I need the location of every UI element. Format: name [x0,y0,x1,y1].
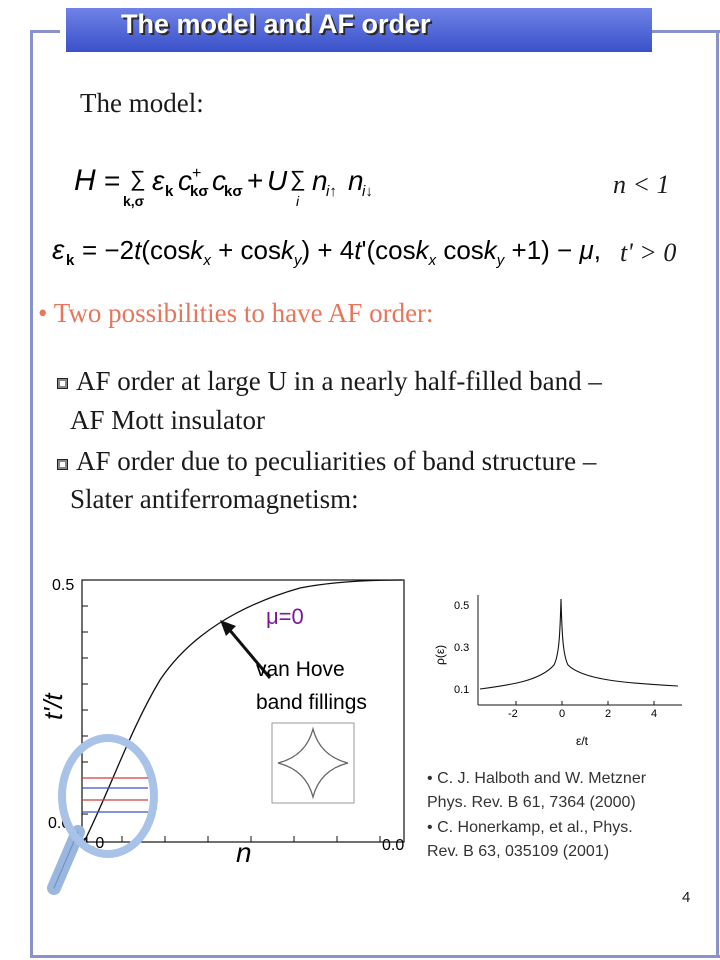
dos-x-ticks [516,701,654,705]
hamiltonian-svg [72,150,672,210]
dos-x-tick-2: 0 [559,708,566,720]
reference-1-line1: C. J. Halboth and W. Metzner [437,770,647,787]
reference-1-line2: Phys. Rev. B 61, 7364 (2000) [427,794,636,811]
svg-text:i↓: i↓ [362,183,373,200]
svg-text:+: + [247,165,264,196]
svg-text:= −2t(coskx + cosky) + 4t'(cos: = −2t(cosk$_x$ + cosk$_y$) + 4t'(cosk$_x$ cosk$_y$ +1) − μ, [82,235,601,269]
annotation-line1: van Hove [256,658,345,681]
x-axis-label: n [236,837,252,868]
y-bottom-tick-label: 0.0 [48,815,71,832]
reference-2 [427,816,633,864]
mu-label: μ=0 [266,604,304,629]
slide-frame-top-right [652,30,720,33]
filling-condition: n < 1 [613,170,670,199]
slide-frame-top [30,30,60,33]
reference-1 [427,767,646,815]
dos-y-label: ρ(ε) [433,644,447,665]
svg-text:c: c [178,165,192,196]
svg-text:∑: ∑ [130,166,146,191]
svg-text:i↑: i↑ [326,183,337,200]
dos-y-tick-1: 0.5 [454,600,470,612]
tprime-condition: t' > 0 [620,238,677,267]
slide-title: The model and AF order [121,9,431,39]
svg-text:+: + [192,165,202,182]
dos-x-label: ε/t [576,734,589,748]
svg-text:i: i [296,193,300,209]
reference-2-bullet: • [427,819,433,836]
reference-1-bullet: • [427,770,433,787]
svg-text:ε: ε [52,234,65,265]
y-ticks [82,606,88,814]
x-right-tick-label: 0.0 [382,837,405,854]
dos-y-tick-3: 0.1 [454,684,470,696]
dos-x-tick-3: 2 [605,708,612,720]
reference-2-line2: Rev. B 63, 035109 (2001) [427,843,610,860]
dos-x-tick-4: 4 [651,708,658,720]
slide-frame-right [716,30,719,958]
density-of-states-plot [420,585,710,755]
page-number: 4 [682,889,691,906]
slide-frame-bottom [30,955,720,958]
annotation-line2: band fillings [256,691,367,714]
svg-text:k: k [165,183,174,200]
hamiltonian-equation [72,150,672,210]
dos-y-tick-2: 0.3 [454,642,470,654]
svg-text:H: H [74,164,96,197]
dos-curve [480,599,678,689]
dos-x-tick-1: -2 [508,708,518,720]
svg-text:k: k [66,252,75,269]
model-label: The model: [80,88,204,118]
dispersion-equation [52,225,612,275]
y-top-tick-label: 0.5 [52,577,75,594]
svg-text:kσ: kσ [190,183,209,200]
possibilities-heading: • Two possibilities to have AF order: [38,298,434,328]
fermi-surface-inset [272,723,354,803]
svg-text:k,σ: k,σ [123,193,145,209]
possibility-1-line1: AF order at large U in a nearly half-filled band – [76,366,602,396]
possibility-1-line2: AF Mott insulator [70,405,266,435]
dispersion-svg [52,225,612,275]
svg-text:kσ: kσ [224,183,243,200]
reference-2-line1: C. Honerkamp, et al., Phys. [437,819,633,836]
svg-text:n: n [348,165,364,196]
checkbox-bullet-icon [57,459,68,470]
magnifier-icon [54,738,154,888]
svg-text:n: n [312,165,328,196]
svg-text:=: = [104,165,121,196]
svg-text:c: c [212,165,226,196]
svg-text:∑: ∑ [290,166,306,191]
checkbox-bullet-icon [57,378,68,389]
y-axis-label: t'/t [38,693,68,720]
phase-diagram-plot [0,560,420,900]
possibility-2-line2: Slater antiferromagnetism: [70,484,359,514]
svg-text:ε: ε [152,165,165,196]
x-left-tick-label: 1.0 [82,835,105,852]
svg-text:U: U [267,165,288,196]
possibility-2-line1: AF order due to peculiarities of band structure – [76,446,597,476]
